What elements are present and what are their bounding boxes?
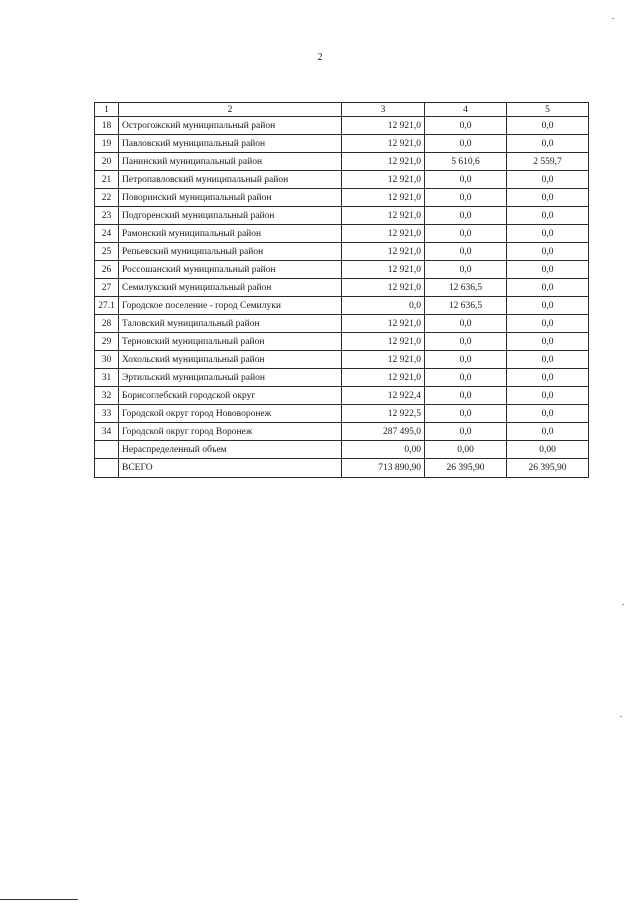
row-value-col5: 0,0: [507, 261, 589, 279]
total-value-col3: 713 890,90: [342, 459, 425, 478]
row-value-col4: 0,0: [425, 225, 507, 243]
row-value-col4: 0,0: [425, 387, 507, 405]
column-header-4: 4: [425, 103, 507, 117]
row-value-col5: 0,0: [507, 117, 589, 135]
row-value-col3: 12 921,0: [342, 135, 425, 153]
row-value-col3: 12 921,0: [342, 207, 425, 225]
table-row: [95, 261, 589, 279]
total-row: [95, 459, 589, 478]
row-value-col5: 2 559,7: [507, 153, 589, 171]
row-number: 19: [95, 135, 119, 153]
row-value-col3: 12 921,0: [342, 279, 425, 297]
row-number: 34: [95, 423, 119, 441]
row-name: Панинский муниципальный район: [119, 153, 342, 171]
table-header-row: [95, 103, 589, 117]
row-name: Борисоглебский городской округ: [119, 387, 342, 405]
row-number: 25: [95, 243, 119, 261]
row-value-col3: 12 921,0: [342, 261, 425, 279]
row-value-col3: 0,0: [342, 297, 425, 315]
scan-speck: [612, 18, 614, 19]
row-number: 20: [95, 153, 119, 171]
total-value-col5: 26 395,90: [507, 459, 589, 478]
total-value-col4: 26 395,90: [425, 459, 507, 478]
row-name: Таловский муниципальный район: [119, 315, 342, 333]
row-value-col3: 12 921,0: [342, 171, 425, 189]
table-row: [95, 441, 589, 459]
row-value-col3: 12 921,0: [342, 351, 425, 369]
row-value-col5: 0,0: [507, 423, 589, 441]
row-value-col5: 0,0: [507, 351, 589, 369]
row-value-col5: 0,0: [507, 405, 589, 423]
table-row: [95, 117, 589, 135]
table-row: [95, 207, 589, 225]
row-name: Городской округ город Воронеж: [119, 423, 342, 441]
row-value-col4: 0,00: [425, 441, 507, 459]
table-row: [95, 297, 589, 315]
row-number: 33: [95, 405, 119, 423]
row-name: Репьевский муниципальный район: [119, 243, 342, 261]
row-value-col4: 0,0: [425, 243, 507, 261]
row-name: Россошанский муниципальный район: [119, 261, 342, 279]
row-number: 18: [95, 117, 119, 135]
table-row: [95, 243, 589, 261]
row-value-col4: 0,0: [425, 315, 507, 333]
row-number: 27.1: [95, 297, 119, 315]
budget-allocation-table: [94, 102, 589, 478]
row-value-col3: 12 921,0: [342, 153, 425, 171]
row-number: [95, 441, 119, 459]
row-value-col5: 0,0: [507, 369, 589, 387]
table-row: [95, 369, 589, 387]
row-value-col3: 287 495,0: [342, 423, 425, 441]
row-number: 23: [95, 207, 119, 225]
row-value-col3: 12 921,0: [342, 369, 425, 387]
row-name: Нераспределенный объем: [119, 441, 342, 459]
total-label: ВСЕГО: [119, 459, 342, 478]
column-header-3: 3: [342, 103, 425, 117]
row-name: Острогожский муниципальный район: [119, 117, 342, 135]
row-value-col4: 0,0: [425, 333, 507, 351]
row-number: 30: [95, 351, 119, 369]
row-value-col5: 0,00: [507, 441, 589, 459]
row-value-col4: 12 636,5: [425, 279, 507, 297]
row-value-col3: 12 921,0: [342, 243, 425, 261]
row-value-col4: 0,0: [425, 261, 507, 279]
row-value-col3: 12 921,0: [342, 189, 425, 207]
scan-speck: [622, 604, 624, 605]
row-value-col4: 0,0: [425, 423, 507, 441]
row-value-col4: 0,0: [425, 351, 507, 369]
row-value-col4: 0,0: [425, 369, 507, 387]
table-row: [95, 315, 589, 333]
row-name: Поворинский муниципальный район: [119, 189, 342, 207]
table-row: [95, 423, 589, 441]
table-row: [95, 171, 589, 189]
table-row: [95, 387, 589, 405]
row-value-col3: 12 921,0: [342, 225, 425, 243]
row-value-col5: 0,0: [507, 243, 589, 261]
row-value-col3: 12 921,0: [342, 315, 425, 333]
row-number: 31: [95, 369, 119, 387]
row-name: Терновский муниципальный район: [119, 333, 342, 351]
row-value-col5: 0,0: [507, 333, 589, 351]
table-row: [95, 225, 589, 243]
row-name: Эртильский муниципальный район: [119, 369, 342, 387]
row-value-col3: 12 921,0: [342, 117, 425, 135]
row-value-col3: 0,00: [342, 441, 425, 459]
row-value-col4: 0,0: [425, 189, 507, 207]
row-value-col5: 0,0: [507, 171, 589, 189]
row-name: Павловский муниципальный район: [119, 135, 342, 153]
row-value-col4: 0,0: [425, 135, 507, 153]
row-value-col3: 12 921,0: [342, 333, 425, 351]
table-row: [95, 279, 589, 297]
row-number: 29: [95, 333, 119, 351]
row-value-col5: 0,0: [507, 387, 589, 405]
row-name: Петропавловский муниципальный район: [119, 171, 342, 189]
row-name: Подгоренский муниципальный район: [119, 207, 342, 225]
row-value-col4: 5 610,6: [425, 153, 507, 171]
table-row: [95, 153, 589, 171]
footer-rule: [0, 899, 78, 900]
row-value-col4: 0,0: [425, 117, 507, 135]
row-value-col3: 12 922,5: [342, 405, 425, 423]
row-value-col4: 0,0: [425, 207, 507, 225]
row-name: Семилукский муниципальный район: [119, 279, 342, 297]
row-value-col4: 0,0: [425, 405, 507, 423]
row-name: Рамонский муниципальный район: [119, 225, 342, 243]
row-value-col4: 12 636,5: [425, 297, 507, 315]
row-number: 28: [95, 315, 119, 333]
row-number: 24: [95, 225, 119, 243]
row-value-col5: 0,0: [507, 189, 589, 207]
row-value-col5: 0,0: [507, 135, 589, 153]
row-value-col5: 0,0: [507, 297, 589, 315]
total-number: [95, 459, 119, 478]
table-row: [95, 351, 589, 369]
row-number: 21: [95, 171, 119, 189]
row-number: 32: [95, 387, 119, 405]
table-row: [95, 189, 589, 207]
table-body: [95, 117, 589, 478]
table-row: [95, 135, 589, 153]
page-number: 2: [317, 52, 323, 63]
table-row: [95, 405, 589, 423]
row-value-col5: 0,0: [507, 279, 589, 297]
row-number: 27: [95, 279, 119, 297]
scan-speck: [620, 716, 622, 717]
row-number: 22: [95, 189, 119, 207]
row-name: Городское поселение - город Семилуки: [119, 297, 342, 315]
row-name: Хохольский муниципальный район: [119, 351, 342, 369]
table-row: [95, 333, 589, 351]
row-value-col5: 0,0: [507, 225, 589, 243]
row-number: 26: [95, 261, 119, 279]
column-header-2: 2: [119, 103, 342, 117]
row-value-col5: 0,0: [507, 315, 589, 333]
row-value-col5: 0,0: [507, 207, 589, 225]
row-value-col4: 0,0: [425, 171, 507, 189]
column-header-1: 1: [95, 103, 119, 117]
column-header-5: 5: [507, 103, 589, 117]
row-name: Городской округ город Нововоронеж: [119, 405, 342, 423]
row-value-col3: 12 922,4: [342, 387, 425, 405]
